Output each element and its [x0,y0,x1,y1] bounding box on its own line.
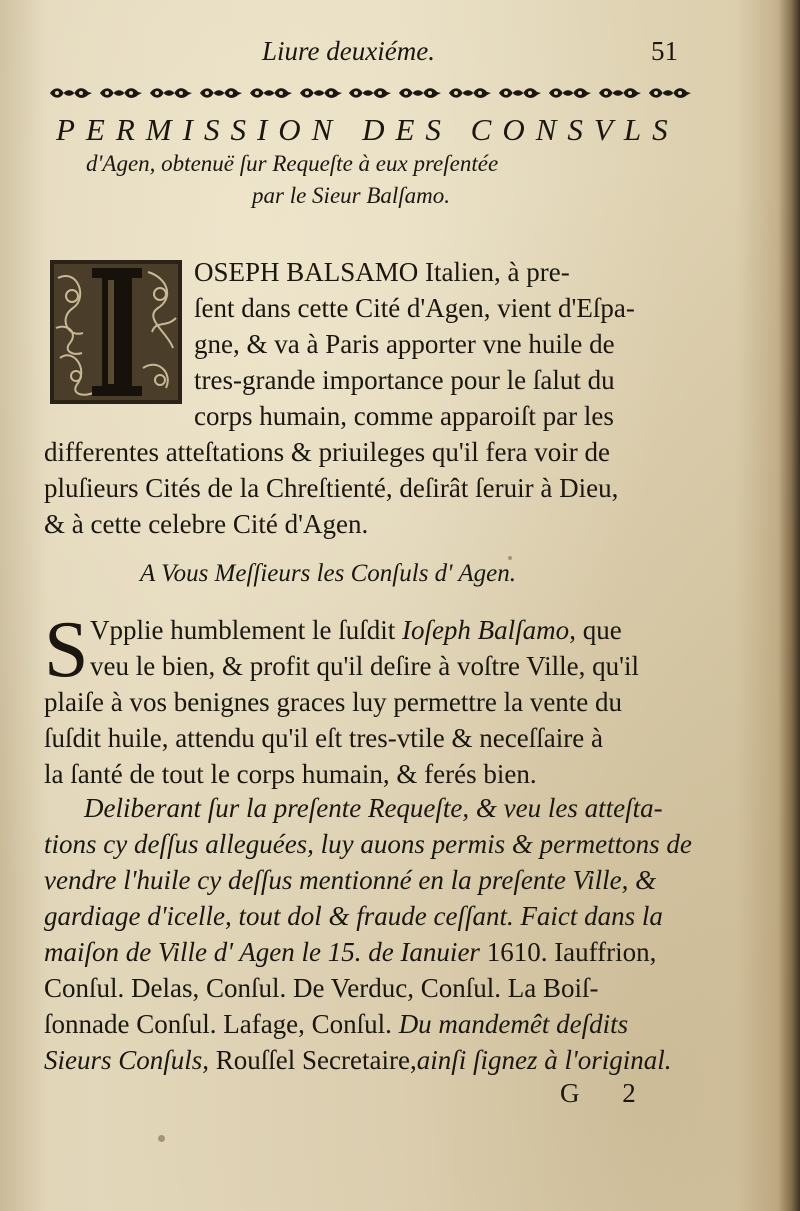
text-line: tres-grande importance pour le ſalut du [194,365,615,395]
text-line [44,934,704,970]
text-run: Vpplie humblement le ſuſdit [90,615,402,645]
text-line: veu le bien, & profit qu'il deſire à voſtre Ville, qu'il [90,651,639,681]
address-line: A Vous Meſſieurs les Conſuls d' Agen. [140,560,516,587]
paragraph-3-deliberation [44,790,704,1078]
fleuron-ornament-icon [597,86,643,100]
fleuron-ornament-icon [148,86,194,100]
text-run: , que [569,615,622,645]
section-heading [56,112,706,212]
text-line: Deliberant ſur la preſente Requeſte, & veu les atteſta- [84,793,663,823]
text-line: differentes atteſtations & priuileges qu'il fera voir de [44,437,610,467]
text-run: maiſon de Ville d' Agen le 15. de Ianuier [44,937,487,967]
fleuron-ornament-icon [298,86,344,100]
text-line [44,1006,704,1042]
ink-speck [508,556,512,560]
paragraph-2-continuation [44,684,704,792]
running-head [0,36,800,76]
paragraph-1-beside-cap [194,254,694,434]
text-line: plaiſe à vos benignes graces luy permettre la vente du [44,687,623,717]
text-run: 1610. Iauffrion, [486,937,657,967]
running-title: Liure deuxiéme. [262,36,435,66]
text-line [44,1042,704,1078]
page-edge-shadow [778,0,800,1211]
text-line: ſuſdit huile, attendu qu'il eſt tres-vtile & neceſſaire à [44,723,603,753]
fleuron-ornament-icon [48,86,94,100]
text-line: pluſieurs Cités de la Chreſtienté, deſirât ſeruir à Dieu, [44,473,619,503]
fleuron-ornament-icon [547,86,593,100]
text-line: OSEPH BALSAMO Italien, à pre- [194,257,570,287]
fleuron-ornament-icon [98,86,144,100]
fleuron-ornament-icon [198,86,244,100]
text-run: Sieurs Conſuls, [44,1045,210,1075]
text-line: ſent dans cette Cité d'Agen, vient d'Eſpa- [194,293,635,323]
person-name: Ioſeph Balſamo [401,615,570,645]
heading-line-2: d'Agen, obtenuë ſur Requeſte à eux preſentée [86,151,499,176]
page-number: 51 [651,36,678,66]
fleuron-ornament-icon [647,86,693,100]
fleuron-ornament-icon [497,86,543,100]
heading-line-1: PERMISSION DES CONSVLS [56,112,679,147]
text-line: & à cette celebre Cité d'Agen. [44,509,369,539]
text-line [90,612,710,648]
text-line: vendre l'huile cy deſſus mentionné en la preſente Ville, & [44,865,657,895]
initial-s: S [44,606,89,694]
fleuron-ornament-icon [447,86,493,100]
paragraph-2-beside-initial [90,612,710,684]
fleuron-ornament-icon [248,86,294,100]
ornament-band [48,84,693,102]
text-line: gne, & va à Paris apporter vne huile de [194,329,615,359]
text-line: Conſul. Delas, Conſul. De Verduc, Conſul. La Boiſ- [44,973,599,1003]
ink-speck [158,1135,165,1142]
text-run: Du mandemêt deſdits [398,1009,629,1039]
paragraph-1-continuation [44,434,704,542]
text-line: corps humain, comme apparoiſt par les [194,401,614,431]
decorated-initial-i-icon [48,258,184,406]
text-line: tions cy deſſus alleguées, luy auons permis & permettons de [44,829,692,859]
text-run: Rouſſel Secretaire, [209,1045,417,1075]
heading-line-3: par le Sieur Balſamo. [252,183,451,208]
text-run: ſonnade Conſul. Lafage, Conſul. [44,1009,399,1039]
text-line: la ſanté de tout le corps humain, & ferés bien. [44,759,537,789]
fleuron-ornament-icon [397,86,443,100]
signature-mark: G 2 [560,1078,654,1108]
text-run: ainſi ſignez à l'original. [416,1045,672,1075]
text-line: gardiage d'icelle, tout dol & fraude ceſſant. Faict dans la [44,901,663,931]
fleuron-ornament-icon [347,86,393,100]
